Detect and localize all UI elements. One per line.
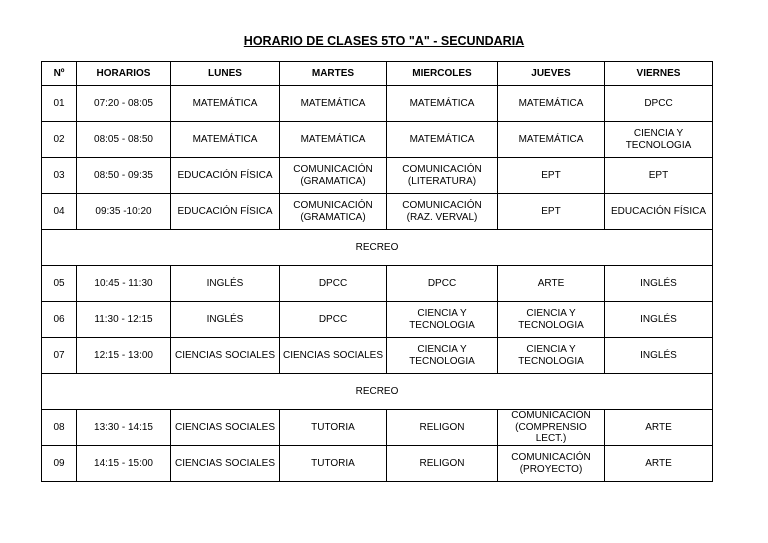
cell-jueves: EPT	[498, 194, 605, 230]
table-row	[42, 194, 713, 230]
cell-viernes: EPT	[605, 158, 713, 194]
cell-martes: TUTORIA	[280, 410, 387, 446]
row-number: 03	[42, 158, 77, 194]
cell-miercoles: MATEMÁTICA	[387, 86, 498, 122]
table-row	[42, 338, 713, 374]
row-number: 01	[42, 86, 77, 122]
row-time: 12:15 - 13:00	[77, 338, 171, 374]
break-row	[42, 374, 713, 410]
cell-martes: DPCC	[280, 302, 387, 338]
cell-viernes: INGLÉS	[605, 302, 713, 338]
table-row	[42, 446, 713, 482]
cell-viernes: CIENCIA Y TECNOLOGIA	[605, 122, 713, 158]
cell-miercoles: RELIGON	[387, 446, 498, 482]
row-number: 02	[42, 122, 77, 158]
table-row	[42, 86, 713, 122]
cell-jueves: MATEMÁTICA	[498, 86, 605, 122]
table-row	[42, 302, 713, 338]
cell-jueves: MATEMÁTICA	[498, 122, 605, 158]
break-row	[42, 230, 713, 266]
cell-martes: TUTORIA	[280, 446, 387, 482]
row-number: 05	[42, 266, 77, 302]
header-number: Nº	[42, 62, 77, 86]
cell-martes: COMUNICACIÓN (GRAMATICA)	[280, 158, 387, 194]
header-lunes: LUNES	[171, 62, 280, 86]
row-number: 06	[42, 302, 77, 338]
table-row	[42, 410, 713, 446]
break-label: RECREO	[42, 374, 713, 410]
cell-viernes: INGLÉS	[605, 266, 713, 302]
row-time: 08:05 - 08:50	[77, 122, 171, 158]
row-time: 11:30 - 12:15	[77, 302, 171, 338]
page-title: HORARIO DE CLASES 5TO "A" - SECUNDARIA	[243, 34, 525, 48]
cell-viernes: ARTE	[605, 446, 713, 482]
row-time: 08:50 - 09:35	[77, 158, 171, 194]
cell-miercoles: DPCC	[387, 266, 498, 302]
cell-martes: COMUNICACIÓN (GRAMATICA)	[280, 194, 387, 230]
cell-lunes: INGLÉS	[171, 302, 280, 338]
header-miercoles: MIERCOLES	[387, 62, 498, 86]
schedule-table	[41, 61, 713, 482]
cell-viernes: DPCC	[605, 86, 713, 122]
header-horarios: HORARIOS	[77, 62, 171, 86]
cell-jueves: COMUNICACIÓN (COMPRENSIO LECT.)	[498, 410, 605, 446]
cell-jueves: CIENCIA Y TECNOLOGIA	[498, 302, 605, 338]
header-row	[42, 62, 713, 86]
row-time: 13:30 - 14:15	[77, 410, 171, 446]
cell-miercoles: MATEMÁTICA	[387, 122, 498, 158]
cell-martes: CIENCIAS SOCIALES	[280, 338, 387, 374]
row-time: 10:45 - 11:30	[77, 266, 171, 302]
cell-lunes: MATEMÁTICA	[171, 122, 280, 158]
cell-jueves: CIENCIA Y TECNOLOGIA	[498, 338, 605, 374]
cell-lunes: CIENCIAS SOCIALES	[171, 446, 280, 482]
row-number: 07	[42, 338, 77, 374]
cell-miercoles: CIENCIA Y TECNOLOGIA	[387, 302, 498, 338]
table-row	[42, 266, 713, 302]
cell-viernes: INGLÉS	[605, 338, 713, 374]
cell-martes: DPCC	[280, 266, 387, 302]
row-number: 09	[42, 446, 77, 482]
cell-miercoles: COMUNICACIÓN (LITERATURA)	[387, 158, 498, 194]
cell-miercoles: RELIGON	[387, 410, 498, 446]
cell-lunes: EDUCACIÓN FÍSICA	[171, 194, 280, 230]
cell-lunes: MATEMÁTICA	[171, 86, 280, 122]
row-time: 14:15 - 15:00	[77, 446, 171, 482]
cell-miercoles: CIENCIA Y TECNOLOGIA	[387, 338, 498, 374]
table-row	[42, 122, 713, 158]
row-number: 08	[42, 410, 77, 446]
cell-martes: MATEMÁTICA	[280, 86, 387, 122]
cell-viernes: EDUCACIÓN FÍSICA	[605, 194, 713, 230]
cell-jueves: COMUNICACIÓN (PROYECTO)	[498, 446, 605, 482]
cell-jueves: EPT	[498, 158, 605, 194]
cell-lunes: CIENCIAS SOCIALES	[171, 410, 280, 446]
cell-lunes: EDUCACIÓN FÍSICA	[171, 158, 280, 194]
cell-lunes: INGLÉS	[171, 266, 280, 302]
row-time: 09:35 -10:20	[77, 194, 171, 230]
cell-viernes: ARTE	[605, 410, 713, 446]
table-row	[42, 158, 713, 194]
header-jueves: JUEVES	[498, 62, 605, 86]
row-number: 04	[42, 194, 77, 230]
cell-jueves: ARTE	[498, 266, 605, 302]
header-viernes: VIERNES	[605, 62, 713, 86]
break-label: RECREO	[42, 230, 713, 266]
row-time: 07:20 - 08:05	[77, 86, 171, 122]
cell-martes: MATEMÁTICA	[280, 122, 387, 158]
header-martes: MARTES	[280, 62, 387, 86]
cell-miercoles: COMUNICACIÓN (RAZ. VERVAL)	[387, 194, 498, 230]
cell-lunes: CIENCIAS SOCIALES	[171, 338, 280, 374]
